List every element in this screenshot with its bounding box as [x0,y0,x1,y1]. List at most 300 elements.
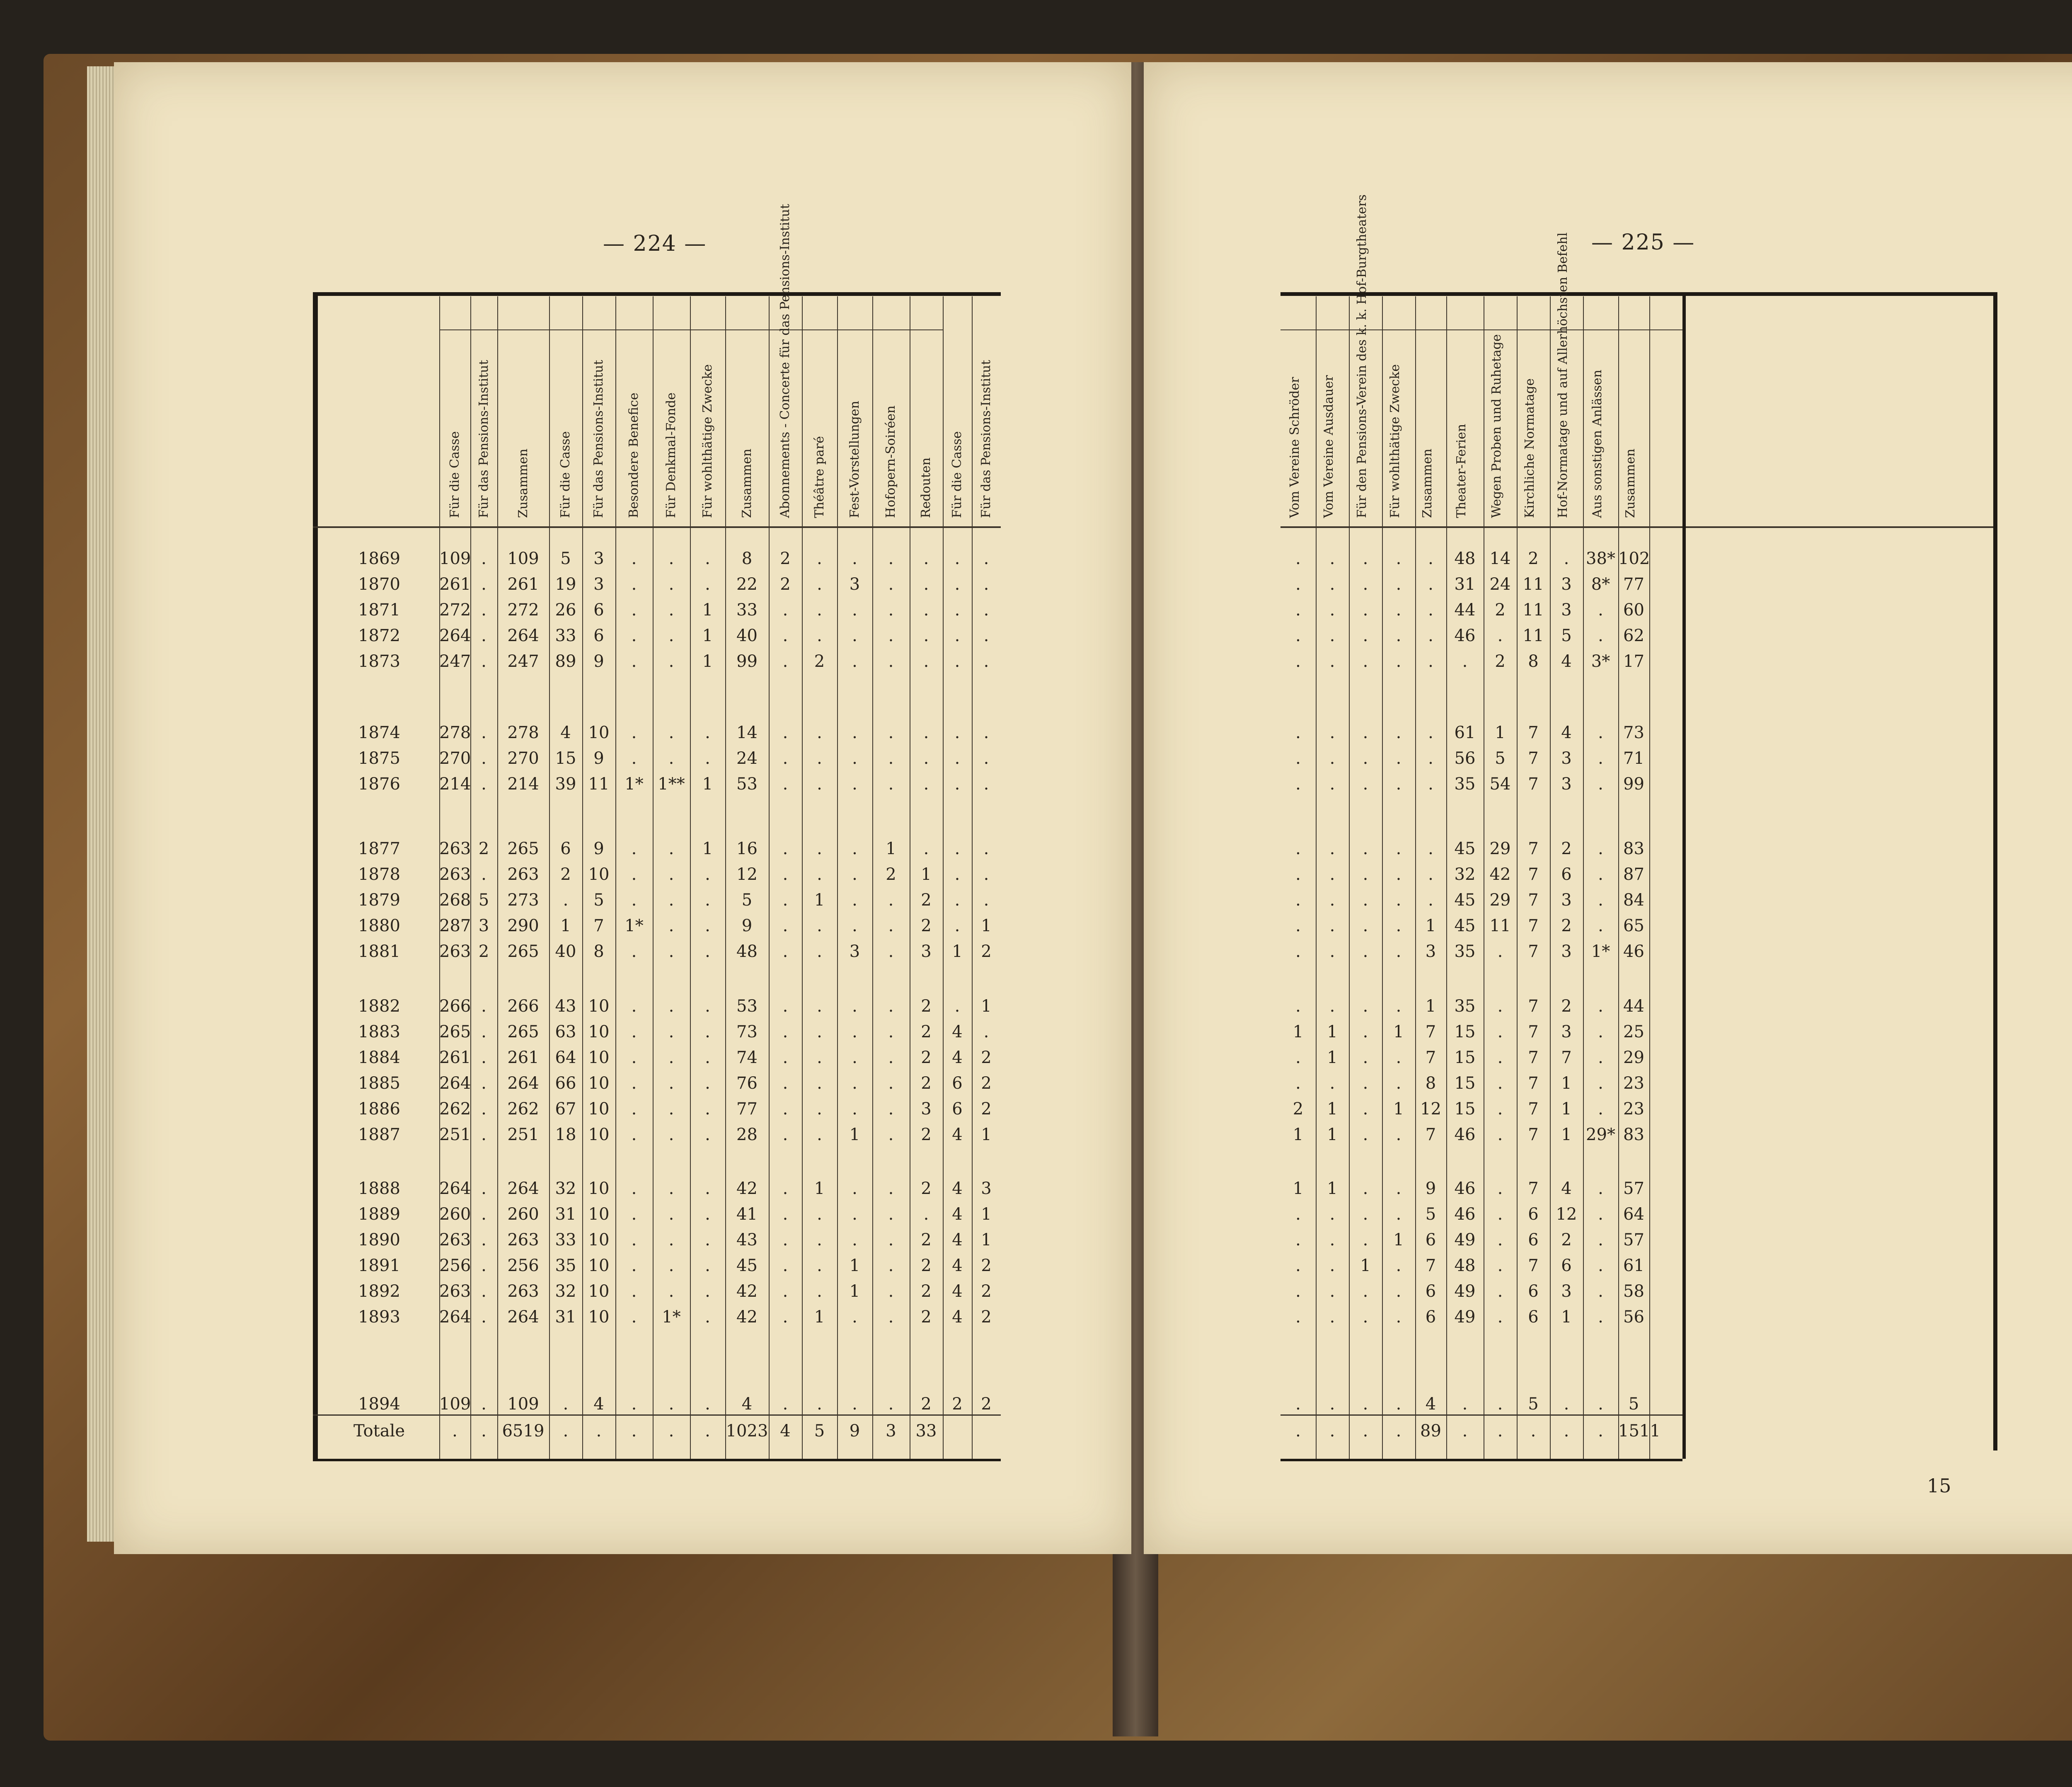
table-cell: . [481,1256,487,1275]
page-number-224: — 224 — [603,231,707,256]
table-cell: 74 [736,1048,758,1067]
table-cell: 48 [1454,1256,1476,1275]
table-cell: 1 [1561,1099,1572,1119]
column-header: Zusammen [1420,448,1435,518]
table-row [1144,837,1691,860]
total-cell: . [1363,1421,1368,1441]
table-cell: . [1497,1282,1503,1301]
table-cell: 2 [921,1125,932,1144]
table-cell: . [954,749,960,768]
table-row [114,721,1131,744]
table-cell: 264 [439,1179,471,1198]
table-cell: 6 [1561,1256,1572,1275]
table-row [114,1203,1131,1226]
table-cell: . [954,549,960,568]
table-cell: 247 [507,652,539,671]
table-cell: 260 [507,1205,539,1224]
table-cell: . [782,1395,788,1414]
table-cell: . [668,1022,674,1041]
table-cell: . [631,1099,637,1119]
table-cell: . [1295,1205,1301,1224]
table-cell: . [817,1256,822,1275]
table-cell: . [631,549,637,568]
table-cell: 1 [849,1125,860,1144]
table-cell: 7 [1528,942,1539,961]
table-cell: 8* [1591,575,1610,594]
table-cell: 6 [952,1099,963,1119]
table-cell: . [782,891,788,910]
table-cell: 263 [439,839,471,858]
table-cell: . [631,1074,637,1093]
table-cell: 5 [1628,1395,1639,1414]
table-cell: 62 [1623,626,1644,645]
table-row [1144,1020,1691,1044]
total-row [1144,1419,1691,1443]
table-cell: 10 [588,1048,610,1067]
table-cell: 64 [1623,1205,1644,1224]
table-row [114,1020,1131,1044]
table-cell: 290 [507,916,539,935]
table-cell: . [705,1099,710,1119]
table-cell: . [888,652,894,671]
table-cell: 2 [981,1282,992,1301]
table-cell: 109 [439,549,471,568]
table-cell: . [983,723,989,742]
table-cell: 8 [1528,652,1539,671]
table-cell: 268 [439,891,471,910]
table-cell: . [631,723,637,742]
table-cell: 7 [1528,997,1539,1016]
total-cell: 89 [1420,1421,1441,1441]
table-cell: . [1363,891,1368,910]
table-cell: . [481,865,487,884]
total-cell: . [1598,1421,1603,1441]
table-cell: . [1329,942,1335,961]
table-cell: 4 [1561,723,1572,742]
right-table-top-rule [1280,292,1995,296]
table-cell: 29* [1586,1125,1615,1144]
column-header: Für die Casse [558,431,573,518]
table-cell: . [888,549,894,568]
left-header-bottom-rule [313,526,1001,528]
table-cell: 9 [593,749,604,768]
table-row [1144,1203,1691,1226]
table-cell: 40 [555,942,576,961]
table-cell: 35 [1454,997,1476,1016]
table-row [1144,772,1691,796]
table-cell: 2 [560,865,571,884]
table-cell: 1 [1561,1074,1572,1093]
table-cell: 1 [1360,1256,1371,1275]
column-header: Für das Pensions-Institut [476,360,491,518]
table-cell: 4 [1561,1179,1572,1198]
column-header: Für wohlthätige Zwecke [1388,364,1402,518]
table-cell: . [668,1230,674,1249]
table-cell: . [1295,723,1301,742]
table-cell: . [983,749,989,768]
table-cell: . [983,775,989,794]
table-cell: . [817,1074,822,1093]
table-cell: 10 [588,1308,610,1327]
table-cell: . [983,601,989,620]
table-cell: . [1329,749,1335,768]
table-row [114,1123,1131,1146]
table-cell: 3 [593,575,604,594]
table-cell: 87 [1623,865,1644,884]
table-cell: . [817,839,822,858]
table-cell: . [705,997,710,1016]
table-row [114,940,1131,963]
table-cell: 24 [736,749,758,768]
table-cell: 278 [439,723,471,742]
table-cell: 1* [625,775,644,794]
table-cell: . [782,652,788,671]
total-cell: . [1295,1421,1301,1441]
table-cell: . [782,916,788,935]
table-cell: . [1497,1125,1503,1144]
table-cell: 4 [560,723,571,742]
table-cell: 4 [952,1256,963,1275]
table-cell: . [631,942,637,961]
table-row [114,624,1131,647]
table-cell: . [1329,1230,1335,1249]
table-cell: 1 [1327,1022,1338,1041]
table-cell: . [923,652,929,671]
table-cell: 65 [1623,916,1644,935]
table-row [114,1046,1131,1069]
table-cell: . [1396,891,1402,910]
table-cell: . [631,891,637,910]
table-cell: 5 [741,891,753,910]
table-cell: 251 [507,1125,539,1144]
table-cell: . [481,723,487,742]
table-cell: 1877 [358,839,400,858]
table-cell: . [1295,626,1301,645]
table-cell: . [668,942,674,961]
table-cell: 99 [736,652,758,671]
table-cell: 73 [736,1022,758,1041]
table-cell: . [668,1282,674,1301]
table-cell: 264 [439,1074,471,1093]
table-cell: . [983,839,989,858]
table-row [1144,1280,1691,1303]
table-cell: . [1329,839,1335,858]
table-cell: 39 [555,775,576,794]
table-cell: . [1598,1256,1603,1275]
table-cell: 3 [1561,601,1572,620]
table-cell: . [1598,916,1603,935]
right-bottom-rule [1280,1459,1682,1461]
table-cell: . [631,626,637,645]
table-cell: . [817,942,822,961]
table-cell: . [1598,865,1603,884]
table-cell: 264 [507,1074,539,1093]
table-cell: 261 [507,1048,539,1067]
table-cell: 2 [981,1308,992,1327]
table-cell: 264 [507,626,539,645]
table-cell: 1882 [358,997,400,1016]
table-row [114,1305,1131,1329]
table-cell: 2 [981,1048,992,1067]
table-cell: . [1396,839,1402,858]
table-cell: . [705,891,710,910]
table-cell: 2 [981,1256,992,1275]
table-cell: . [817,865,822,884]
table-cell: 1 [849,1256,860,1275]
table-cell: 2 [981,942,992,961]
table-cell: . [705,1205,710,1224]
table-cell: 3 [478,916,489,935]
table-cell: . [954,775,960,794]
table-cell: . [1329,1395,1335,1414]
table-cell: 2 [921,1074,932,1093]
table-cell: . [888,1022,894,1041]
table-cell: . [1428,723,1433,742]
table-cell: 1888 [358,1179,400,1198]
table-cell: 10 [588,1230,610,1249]
table-cell: . [888,1048,894,1067]
table-cell: 266 [439,997,471,1016]
table-cell: 46 [1454,1125,1476,1144]
column-header: Wegen Proben und Ruhetage [1489,334,1504,518]
right-outer-rule [1993,292,1997,1450]
table-cell: 33 [736,601,758,620]
table-cell: 273 [507,891,539,910]
table-cell: 7 [1528,749,1539,768]
table-cell: 41 [736,1205,758,1224]
table-cell: . [1428,891,1433,910]
table-cell: 23 [1623,1099,1644,1119]
table-cell: 1880 [358,916,400,935]
table-cell: . [852,549,857,568]
table-cell: 1 [1561,1308,1572,1327]
table-cell: . [1363,723,1368,742]
table-cell: . [817,1099,822,1119]
table-cell: . [631,1048,637,1067]
table-cell: . [1598,1282,1603,1301]
table-cell: 10 [588,723,610,742]
table-cell: . [631,865,637,884]
table-cell: . [782,601,788,620]
table-cell: . [954,723,960,742]
table-cell: 15 [1454,1099,1476,1119]
table-cell: 7 [1561,1048,1572,1067]
table-cell: 1** [658,775,685,794]
table-cell: . [923,626,929,645]
table-cell: 1893 [358,1308,400,1327]
table-cell: 2 [981,1395,992,1414]
table-cell: . [888,749,894,768]
table-row [1144,1123,1691,1146]
table-cell: 57 [1623,1179,1644,1198]
table-cell: . [1396,1125,1402,1144]
table-cell: . [705,575,710,594]
table-cell: 1 [1327,1099,1338,1119]
table-cell: . [1329,1074,1335,1093]
table-cell: 42 [736,1282,758,1301]
table-cell: . [852,865,857,884]
table-cell: 38* [1586,549,1615,568]
table-cell: . [888,1099,894,1119]
table-cell: . [1396,723,1402,742]
table-cell: . [1363,997,1368,1016]
table-cell: . [668,997,674,1016]
table-cell: . [1428,652,1433,671]
table-cell: 1 [702,601,713,620]
table-cell: . [954,839,960,858]
table-cell: . [954,575,960,594]
table-cell: . [1598,749,1603,768]
table-cell: . [1497,942,1503,961]
table-cell: . [481,1205,487,1224]
table-cell: 7 [593,916,604,935]
table-cell: . [481,1230,487,1249]
table-cell: 2 [981,1074,992,1093]
table-cell: 5 [560,549,571,568]
table-cell: 3 [921,942,932,961]
table-cell: 3 [1425,942,1436,961]
table-cell: . [1329,601,1335,620]
table-cell: . [817,775,822,794]
table-cell: 264 [439,1308,471,1327]
table-cell: 7 [1425,1125,1436,1144]
table-cell: 1870 [358,575,400,594]
table-cell: 7 [1528,1099,1539,1119]
table-cell: . [888,916,894,935]
table-cell: . [983,575,989,594]
table-cell: . [923,549,929,568]
table-cell: . [1363,1395,1368,1414]
table-cell: 83 [1623,1125,1644,1144]
table-cell: . [1295,1074,1301,1093]
table-cell: . [888,1074,894,1093]
table-cell: . [888,626,894,645]
table-cell: 2 [780,575,791,594]
table-cell: . [631,1179,637,1198]
table-cell: 15 [555,749,576,768]
table-cell: 11 [588,775,610,794]
table-cell: . [705,942,710,961]
table-cell: 3 [1561,891,1572,910]
table-cell: . [668,723,674,742]
table-cell: . [1295,1395,1301,1414]
table-cell: 7 [1528,723,1539,742]
table-cell: . [954,916,960,935]
table-cell: 2 [921,1179,932,1198]
table-cell: . [705,1074,710,1093]
total-cell: 33 [915,1421,937,1441]
column-header: Zusammen [739,448,754,518]
table-cell: . [668,865,674,884]
table-cell: . [1564,549,1569,568]
table-cell: 266 [507,997,539,1016]
table-cell: . [817,1395,822,1414]
table-cell: 1 [702,775,713,794]
table-cell: 102 [1618,549,1650,568]
table-cell: . [817,916,822,935]
table-cell: . [954,652,960,671]
table-cell: . [1295,1282,1301,1301]
table-cell: 265 [507,942,539,961]
table-cell: . [1497,1022,1503,1041]
table-cell: 1875 [358,749,400,768]
table-cell: . [481,1074,487,1093]
table-cell: . [782,1179,788,1198]
table-cell: . [1396,916,1402,935]
table-cell: . [1295,652,1301,671]
left-table-top-rule [313,292,1001,296]
table-cell: . [1295,601,1301,620]
table-cell: 83 [1623,839,1644,858]
table-cell: . [1396,626,1402,645]
table-cell: 45 [736,1256,758,1275]
table-row [1144,940,1691,963]
table-cell: 2 [921,1282,932,1301]
table-cell: 1 [814,1308,825,1327]
table-cell: 3 [1561,575,1572,594]
table-cell: . [705,1282,710,1301]
table-row [1144,747,1691,770]
table-cell: . [1396,601,1402,620]
table-cell: 58 [1623,1282,1644,1301]
table-cell: . [1363,839,1368,858]
table-row [1144,547,1691,570]
column-header: Abonnements - Concerte für das Pensions-Institut [778,204,792,518]
table-cell: . [1363,1308,1368,1327]
table-cell: . [782,775,788,794]
table-cell: 1 [814,891,825,910]
table-cell: . [1598,839,1603,858]
table-cell: . [1329,1282,1335,1301]
table-cell: 4 [593,1395,604,1414]
table-cell: . [481,575,487,594]
table-cell: 7 [1425,1048,1436,1067]
table-cell: 56 [1454,749,1476,768]
table-cell: 2 [921,1308,932,1327]
table-cell: . [1329,575,1335,594]
table-cell: . [852,775,857,794]
table-cell: . [1598,997,1603,1016]
table-cell: 2 [921,1048,932,1067]
table-cell: 6 [593,601,604,620]
column-header: Hofopern-Soiréen [884,405,898,518]
table-cell: . [631,1395,637,1414]
table-row [1144,1097,1691,1121]
table-cell: 7 [1425,1022,1436,1041]
table-row [114,547,1131,570]
table-cell: 2 [1561,1230,1572,1249]
table-cell: . [481,775,487,794]
table-cell: 3 [849,575,860,594]
table-cell: . [852,1230,857,1249]
table-cell: . [668,1395,674,1414]
table-cell: 8 [593,942,604,961]
table-cell: 1886 [358,1099,400,1119]
table-cell: 1 [981,997,992,1016]
table-row [1144,1228,1691,1252]
table-cell: . [782,997,788,1016]
table-cell: 31 [555,1205,576,1224]
table-cell: 77 [1623,575,1644,594]
table-cell: 23 [1623,1074,1644,1093]
table-cell: . [631,1022,637,1041]
table-cell: 2 [1495,652,1506,671]
table-cell: 1879 [358,891,400,910]
table-cell: . [954,891,960,910]
table-cell: 1 [981,916,992,935]
table-cell: . [1295,916,1301,935]
table-cell: 2 [1561,997,1572,1016]
